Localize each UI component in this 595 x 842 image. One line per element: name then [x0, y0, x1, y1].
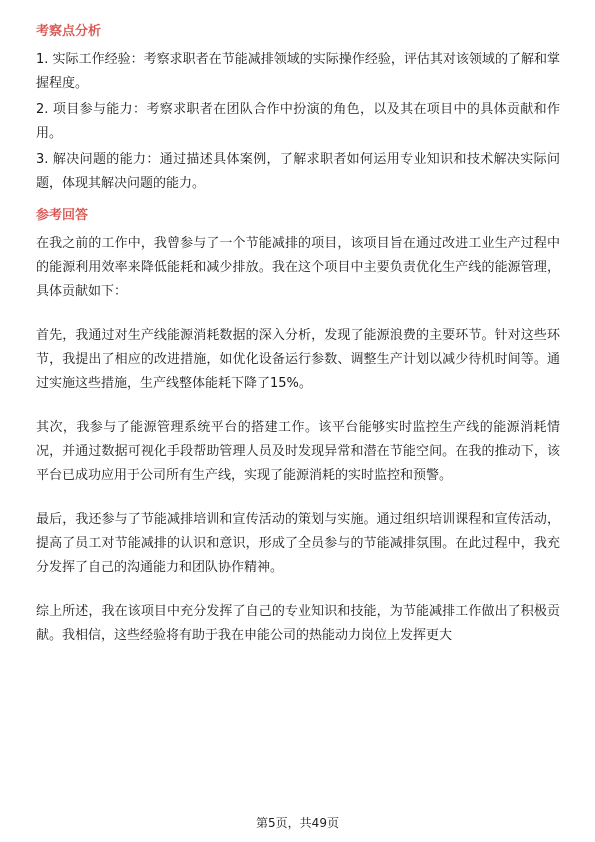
answer-heading: 参考回答	[36, 208, 89, 223]
answer-paragraph-summary: 综上所述，我在该项目中充分发挥了自己的专业知识和技能，为节能减排工作做出了积极贡献。我相信，这些经验将有助于我在申能公司的热能动力岗位上发挥更大	[36, 604, 560, 643]
answer-paragraph-intro: 在我之前的工作中，我曾参与了一个节能减排的项目，该项目旨在通过改进工业生产过程中的能源利用效率来降低能耗和减少排放。我在这个项目中主要负责优化生产线的能源管理，具体贡献如下：	[36, 236, 560, 299]
analysis-item-1: 1. 实际工作经验：考察求职者在节能减排领域的实际操作经验，评估其对该领域的了解和掌握程度。	[36, 52, 560, 91]
answer-paragraph-third: 最后，我还参与了节能减排培训和宣传活动的策划与实施。通过组织培训课程和宣传活动，提高了员工对节能减排的认识和意识，形成了全员参与的节能减排氛围。在此过程中，我充分发挥了自己的沟通能力和团队协作精神。	[36, 512, 560, 575]
answer-paragraph-first: 首先，我通过对生产线能源消耗数据的深入分析，发现了能源浪费的主要环节。针对这些环节，我提出了相应的改进措施，如优化设备运行参数、调整生产计划以减少待机时间等。通过实施这些措施，生产线整体能耗下降了15%。	[36, 328, 560, 391]
analysis-item-3: 3. 解决问题的能力：通过描述具体案例，了解求职者如何运用专业知识和技术解决实际问题，体现其解决问题的能力。	[36, 152, 560, 191]
answer-paragraph-second: 其次，我参与了能源管理系统平台的搭建工作。该平台能够实时监控生产线的能源消耗情况，并通过数据可视化手段帮助管理人员及时发现异常和潜在节能空间。在我的推动下，该平台已成功应用于公司所有生产线，实现了能源消耗的实时监控和预警。	[36, 420, 560, 483]
page-number: 第5页，共49页	[256, 816, 339, 830]
page-content	[36, 22, 560, 648]
analysis-item-2: 2. 项目参与能力：考察求职者在团队合作中扮演的角色，以及其在项目中的具体贡献和作用。	[36, 102, 560, 141]
analysis-heading: 考察点分析	[36, 24, 102, 39]
